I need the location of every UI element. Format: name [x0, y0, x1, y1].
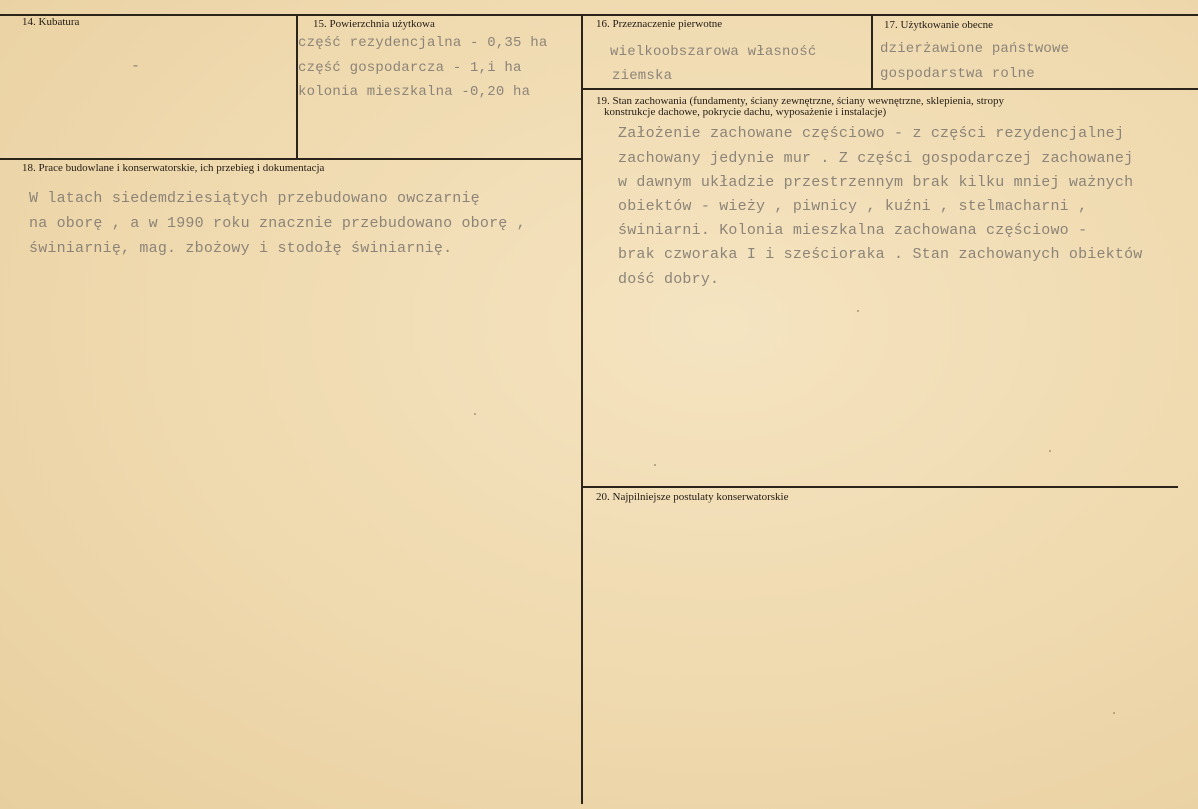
field-18-line: świniarnię, mag. zbożowy i stodołę świniarnię. — [29, 240, 453, 257]
field-16-line: wielkoobszarowa własność — [610, 44, 817, 60]
field-19-label: 19. Stan zachowania (fundamenty, ściany zewnętrzne, ściany wewnętrzne, sklepienia, stropy — [596, 95, 1004, 107]
paper-speck — [474, 413, 476, 415]
field-17-line: dzierżawione państwowe — [880, 41, 1070, 57]
rule-field-17-bottom — [873, 88, 1198, 90]
rule-field-16-bottom — [583, 88, 873, 90]
field-19-line: dość dobry. — [618, 271, 720, 288]
field-14-value: - — [131, 58, 141, 75]
center-divider — [581, 14, 583, 804]
field-18-label: 18. Prace budowlane i konserwatorskie, ich przebieg i dokumentacja — [22, 162, 325, 174]
paper-speck — [654, 464, 656, 466]
rule-field-19-bottom — [583, 486, 1178, 488]
field-20-label: 20. Najpilniejsze postulaty konserwatorskie — [596, 491, 789, 503]
field-17-label: 17. Użytkowanie obecne — [884, 19, 994, 31]
top-rule — [0, 14, 1198, 16]
field-19-label-continued: konstrukcje dachowe, pokrycie dachu, wyposażenie i instalacje) — [604, 106, 887, 118]
rule-field-14-15-bottom — [0, 158, 583, 160]
paper-speck — [1113, 712, 1115, 714]
field-19-line: zachowany jedynie mur . Z części gospodarczej zachowanej — [618, 150, 1134, 167]
paper-speck — [1049, 450, 1051, 452]
field-19-line: świniarni. Kolonia mieszkalna zachowana częściowo - — [618, 222, 1088, 239]
field-19-line: Założenie zachowane częściowo - z części rezydencjalnej — [618, 125, 1125, 142]
field-17-line: gospodarstwa rolne — [880, 66, 1035, 82]
field-19-line: obiektów - wieży , piwnicy , kuźni , stelmacharni , — [618, 198, 1088, 215]
field-15-line: część gospodarcza - 1,i ha — [298, 60, 522, 76]
field-15-line: kolonia mieszkalna -0,20 ha — [298, 84, 531, 100]
field-19-line: w dawnym układzie przestrzennym brak kilku mniej ważnych — [618, 174, 1134, 191]
field-16-label: 16. Przeznaczenie pierwotne — [596, 18, 723, 30]
field-15-label: 15. Powierzchnia użytkowa — [313, 18, 435, 30]
field-18-line: W latach siedemdziesiątych przebudowano owczarnię — [29, 190, 480, 207]
field-18-line: na oborę , a w 1990 roku znacznie przebudowano oborę , — [29, 215, 526, 232]
divider-16-17 — [871, 14, 873, 89]
field-19-line: brak czworaka I i sześcioraka . Stan zachowanych obiektów — [618, 246, 1143, 263]
field-14-label: 14. Kubatura — [22, 16, 80, 28]
paper-speck — [857, 310, 859, 312]
field-16-line: ziemska — [612, 68, 673, 84]
field-15-line: część rezydencjalna - 0,35 ha — [298, 35, 548, 51]
